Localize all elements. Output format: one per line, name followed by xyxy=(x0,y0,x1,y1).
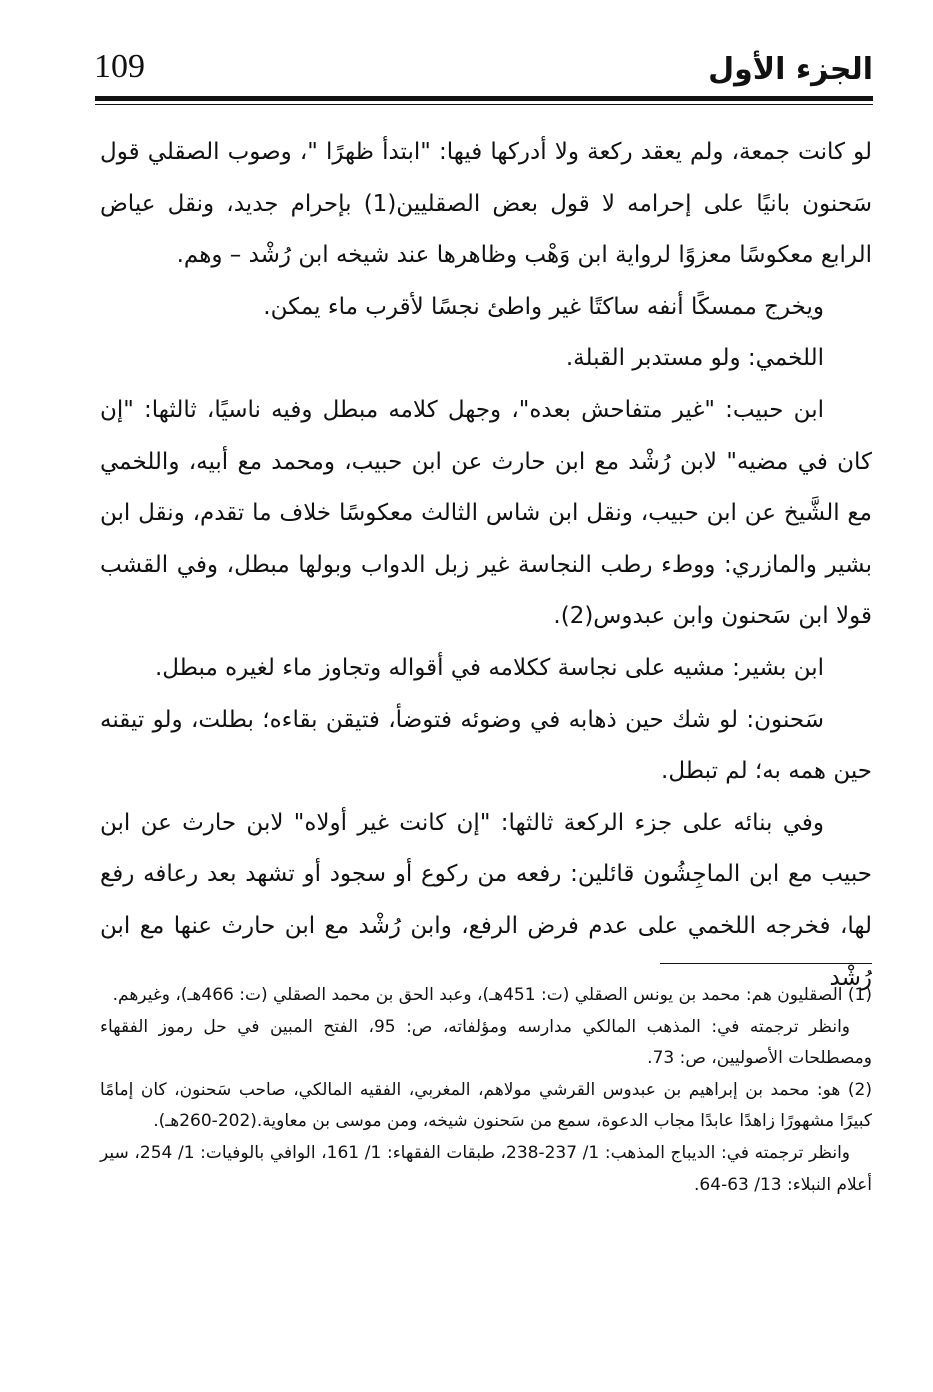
main-text xyxy=(100,127,872,1004)
header-rule-thick xyxy=(95,96,873,101)
footnote-2-reference: وانظر ترجمته في: الديباج المذهب: 1/ 237-238، طبقات الفقهاء: 1/ 161، الوافي بالوفيات: 1/ 254، سير أعلام النبلاء: 13/ 63-64. xyxy=(100,1142,872,1195)
paragraph-7: وفي بنائه على جزء الركعة ثالثها: "إن كانت غير أولاه" لابن حارث عن ابن حبيب مع ابن الماجِشُون قائلين: رفعه من ركوع أو سجود أو تشهد بعد رعافه رفع لها، فخرجه اللخمي على عدم فرض الرفع، وابن رُشْد مع ابن حارث عنها مع ابن رُشْد xyxy=(100,809,872,991)
page-number: 109 xyxy=(94,48,145,85)
footnote-1: (1) الصقليون هم: محمد بن يونس الصقلي (ت: 451هـ)، وعبد الحق بن محمد الصقلي (ت: 466هـ)، وغيرهم. xyxy=(112,985,872,1005)
running-header-title: الجزء الأول xyxy=(708,52,873,87)
paragraph-1: لو كانت جمعة، ولم يعقد ركعة ولا أدركها فيها: "ابتدأ ظهرًا "، وصوب الصقلي قول سَحنون بانيًا على إحرامه لا قول بعض الصقليين(1) بإحرام جديد، ونقل عياض الرابع معكوسًا معزوًا لرواية ابن وَهْب وظاهرها عند شيخه ابن رُشْد – وهم. xyxy=(100,139,872,269)
paragraph-3: اللخمي: ولو مستدبر القبلة. xyxy=(565,345,824,372)
footnote-separator xyxy=(660,963,872,964)
paragraph-5: ابن بشير: مشيه على نجاسة ككلامه في أقواله وتجاوز ماء لغيره مبطل. xyxy=(154,654,824,681)
footnotes xyxy=(100,980,872,1201)
footnote-1-reference: وانظر ترجمته في: المذهب المالكي مدارسه ومؤلفاته، ص: 95، الفتح المبين في حل رموز الفقهاء ومصطلحات الأصوليين، ص: 73. xyxy=(100,1016,872,1069)
footnote-2: (2) هو: محمد بن إبراهيم بن عبدوس القرشي مولاهم، المغربي، الفقيه المالكي، صاحب سَحنون، كان إمامًا كبيرًا مشهورًا زاهدًا عابدًا مجاب الدعوة، سمع من سَحنون شيخه، ومن موسى بن معاوية.(202-260هـ). xyxy=(100,1079,872,1132)
paragraph-4: ابن حبيب: "غير متفاحش بعده"، وجهل كلامه مبطل وفيه ناسيًا، ثالثها: "إن كان في مضيه" لابن رُشْد مع ابن حارث عن ابن حبيب، ومحمد مع أبيه، واللخمي مع الشَّيخ عن ابن حبيب، ونقل ابن شاس الثالث معكوسًا خلاف ما تقدم، ونقل ابن بشير والمازري: ووطء رطب النجاسة غير زبل الدواب وبولها مبطل، وفي القشب قولا ابن سَحنون وابن عبدوس(2). xyxy=(100,396,872,630)
paragraph-2: ويخرج ممسكًا أنفه ساكتًا غير واطئ نجسًا لأقرب ماء يمكن. xyxy=(263,293,824,320)
paragraph-6: سَحنون: لو شك حين ذهابه في وضوئه فتوضأ، فتيقن بقاءه؛ بطلت، ولو تيقنه حين همه به؛ لم تبطل. xyxy=(100,706,872,785)
header-rule-thin xyxy=(95,104,873,105)
